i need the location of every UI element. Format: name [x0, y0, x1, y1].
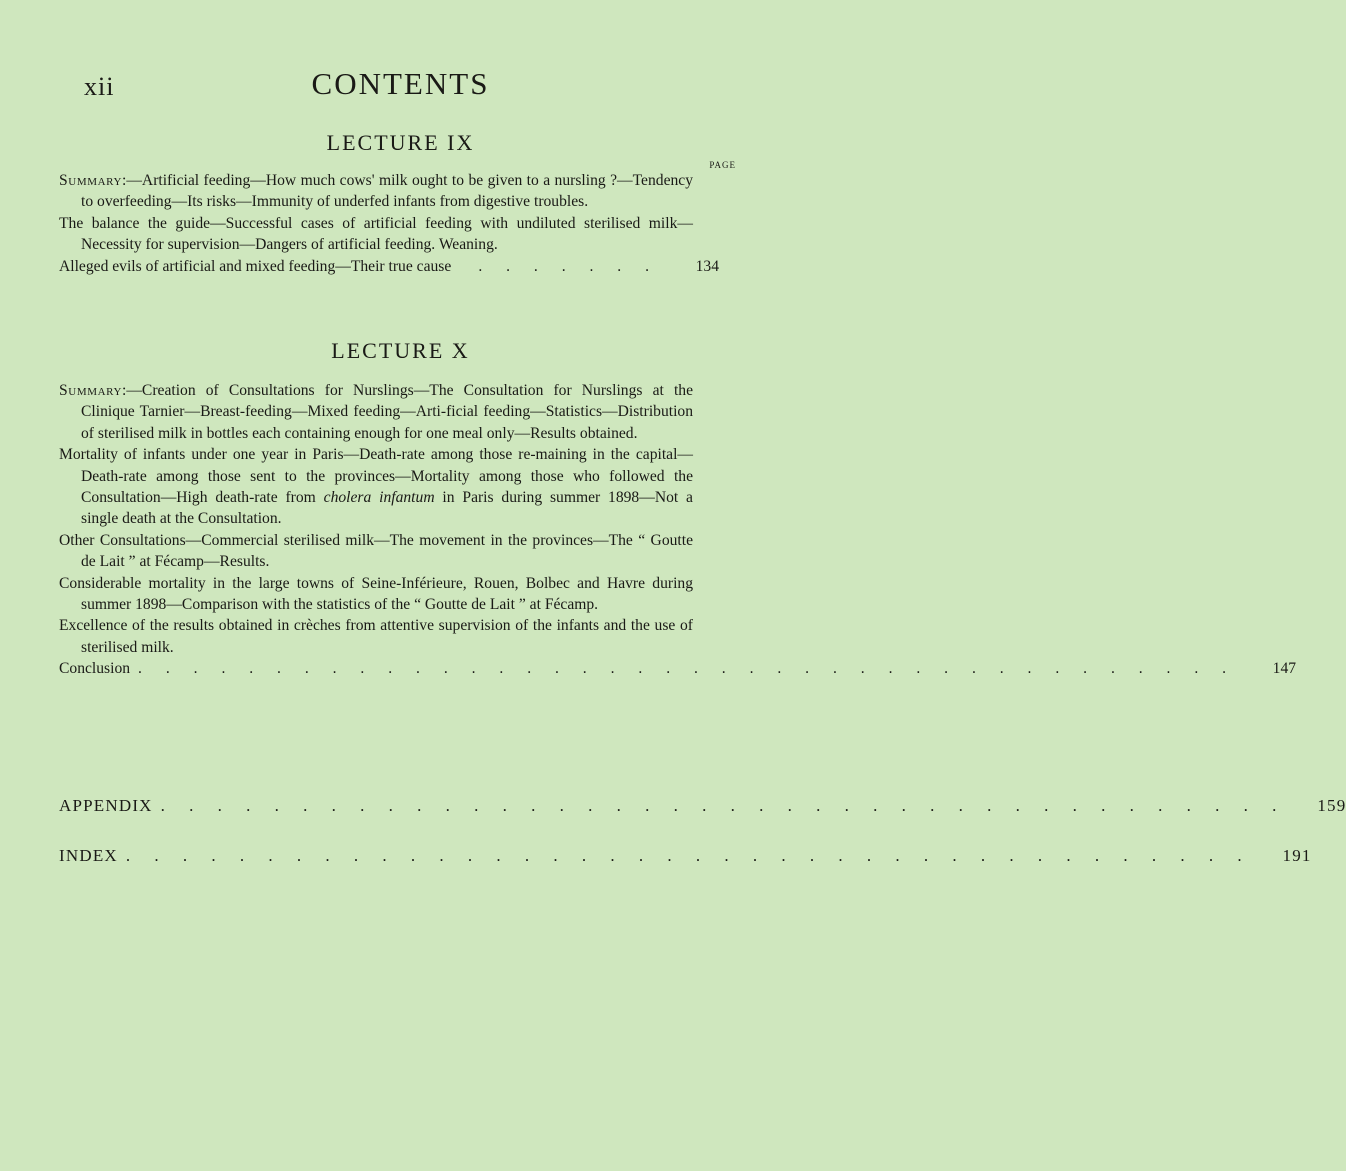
summary-paragraph: Other Consultations—Commercial sterilised milk—The movement in the provinces—The “ Goutte de Lait ” at Fécamp—Results. — [59, 531, 693, 571]
summary-paragraph: Excellence of the results obtained in crèches from attentive supervision of the infants and the use of sterilised milk. — [59, 617, 693, 656]
toc-page-number: 159 — [1317, 796, 1346, 815]
toc-page-number: 191 — [1282, 846, 1312, 865]
lecture-x-summary — [59, 380, 1297, 680]
leader-dots: . . . . . . . — [478, 257, 659, 275]
toc-entry — [59, 256, 719, 277]
running-head — [0, 66, 801, 106]
summary-text: :—Creation of Consultations for Nurslings—The Consultation for Nurslings at the Clinique Tarnier—Breast-feeding—Mixed feeding—Arti-ficial feeding—Statistics—Distribution of sterilised milk in bottles each containing enough for one meal only—Results obtained. — [81, 382, 693, 442]
italic-phrase: cholera infantum — [323, 489, 435, 507]
summary-paragraph — [59, 170, 693, 213]
toc-page-number: 147 — [1272, 660, 1297, 678]
lecture-x-heading: LECTURE X — [331, 338, 470, 363]
toc-entry-text: APPENDIX — [59, 796, 153, 815]
toc-entry-text: Alleged evils of artificial and mixed feeding—Their true cause — [59, 257, 452, 275]
toc-entry — [59, 846, 1312, 866]
leader-dots: . . . . . . . . . . . . . . . . . . . . . . . . . . . . . . . . . . . . . . . . — [160, 796, 1287, 815]
toc-entry-text: Conclusion — [59, 660, 131, 678]
summary-text: Mortality of infants under one year in Paris—Death-rate among those re-maining in the capital—Death-rate among those sent to the provinces—Mortality among those who followed the Consultation—High death-rate from — [59, 446, 693, 507]
summary-text: in Paris during summer 1898—Not a single death at the Consultation. — [81, 489, 693, 528]
page-column-label: PAGE — [709, 160, 736, 170]
back-matter-appendix — [59, 796, 1346, 816]
summary-paragraph: Considerable mortality in the large towns of Seine-Inférieure, Rouen, Bolbec and Havre during summer 1898—Comparison with the statistics of the “ Goutte de Lait ” at Fécamp. — [59, 574, 693, 614]
toc-entry — [59, 658, 1297, 679]
back-matter-index — [59, 846, 1312, 866]
summary-lead: Summary — [59, 172, 122, 189]
toc-entry — [59, 796, 1346, 816]
page-number: xii — [84, 72, 115, 101]
leader-dots: . . . . . . . . . . . . . . . . . . . . . . . . . . . . . . . . . . . . . . . . — [125, 846, 1252, 865]
summary-lead: Summary — [59, 382, 122, 399]
summary-paragraph — [59, 380, 693, 444]
leader-dots: . . . . . . . . . . . . . . . . . . . . . . . . . . . . . . . . . . . . . . . . — [138, 660, 1237, 678]
lecture-ix-heading: LECTURE IX — [326, 130, 475, 155]
summary-text: :—Artificial feeding—How much cows' milk ought to be given to a nursling ?—Tendency to overfeeding—Its risks—Immunity of underfed infants from digestive troubles. — [81, 172, 693, 211]
summary-paragraph — [59, 444, 693, 530]
toc-entry-text: INDEX — [59, 846, 118, 865]
lecture-ix-summary — [59, 170, 719, 277]
summary-paragraph: The balance the guide—Successful cases of artificial feeding with undiluted sterilised milk—Necessity for supervision—Dangers of artificial feeding. Weaning. — [59, 214, 693, 254]
page-title: CONTENTS — [311, 66, 490, 101]
toc-page-number: 134 — [695, 257, 719, 275]
